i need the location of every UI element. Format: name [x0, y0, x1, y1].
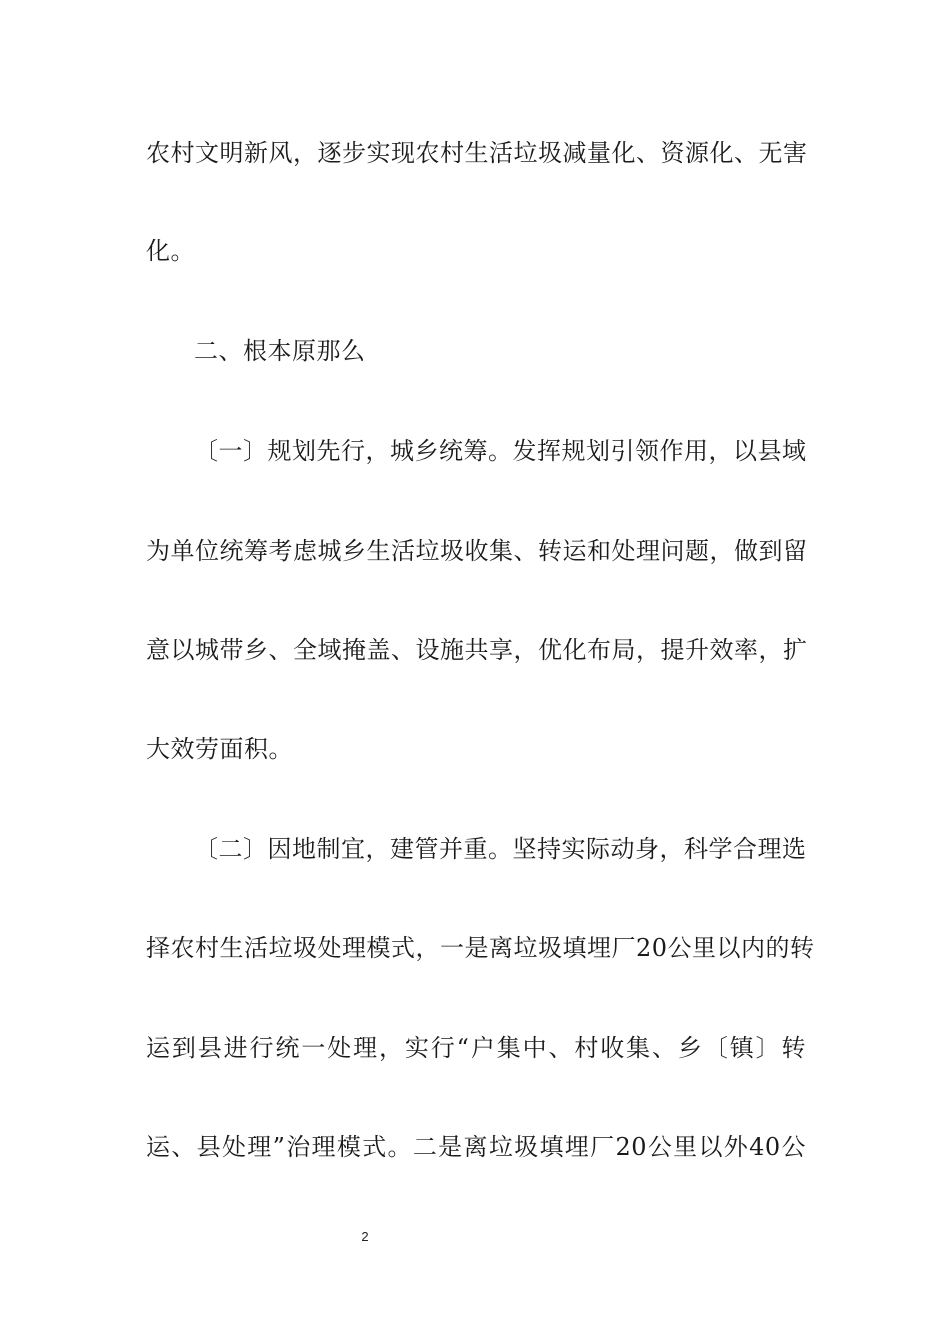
- paragraph-line-5: 为单位统筹考虑城乡生活垃圾收集、转运和处理问题，做到留: [146, 537, 808, 565]
- paragraph-line-8: 〔二〕因地制宜，建管并重。坚持实际动身，科学合理选: [194, 835, 807, 863]
- paragraph-line-7: 大效劳面积。: [146, 735, 293, 763]
- section-heading: 二、根本原那么: [194, 337, 366, 365]
- paragraph-line-10: 运到县进行统一处理，实行“户集中、村收集、乡〔镇〕转: [146, 1034, 806, 1062]
- paragraph-line-9: 择农村生活垃圾处理模式，一是离垃圾填埋厂20公里以内的转: [146, 934, 815, 962]
- paragraph-line-4: 〔一〕规划先行，城乡统筹。发挥规划引领作用，以县域: [194, 437, 807, 465]
- paragraph-line-2: 化。: [146, 237, 195, 265]
- paragraph-line-6: 意以城带乡、全域掩盖、设施共享，优化布局，提升效率，扩: [146, 636, 808, 664]
- page-number: 2: [361, 1229, 369, 1244]
- paragraph-line-11: 运、县处理”治理模式。二是离垃圾填埋厂20公里以外40公: [146, 1133, 806, 1161]
- paragraph-line-1: 农村文明新风，逐步实现农村生活垃圾减量化、资源化、无害: [146, 139, 808, 167]
